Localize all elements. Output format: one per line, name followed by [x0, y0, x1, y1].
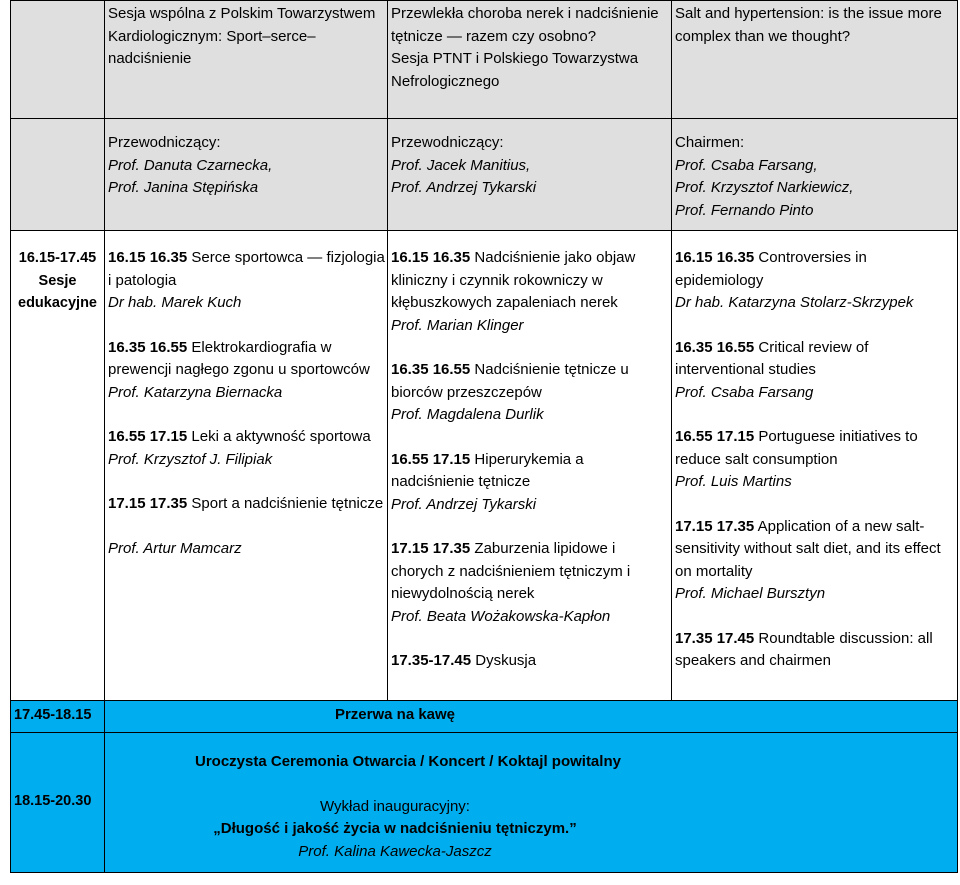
chairs-row — [11, 119, 958, 231]
chair-name: Prof. Fernando Pinto — [675, 201, 814, 219]
chairs-cardiology — [105, 119, 388, 231]
talk-speaker: Prof. Marian Klinger — [391, 316, 524, 334]
talk-item — [675, 337, 955, 405]
talks-salt — [672, 231, 958, 701]
chair-name: Prof. Csaba Farsang, — [675, 156, 818, 174]
session-title-text: Sesja wspólna z Polskim Towarzystwem Kardiologicznym: Sport–serce–nadciśnienie — [108, 5, 376, 67]
talk-time: 16.55 17.15 — [391, 450, 471, 468]
talk-title: Critical review of interventional studies — [675, 338, 869, 378]
chair-name: Prof. Danuta Czarnecka, — [108, 156, 273, 174]
talk-item — [108, 247, 385, 315]
break-row — [11, 701, 958, 733]
session-title-cardiology — [105, 1, 388, 119]
talk-speaker: Prof. Csaba Farsang — [675, 383, 814, 401]
chair-name: Prof. Andrzej Tykarski — [391, 179, 537, 196]
sessions-time-cell — [11, 231, 105, 701]
lecture-title: „Długość i jakość życia w nadciśnieniu tętniczym.” — [213, 820, 577, 837]
talk-item — [391, 449, 669, 517]
talk-time: 17.15 17.35 — [108, 495, 188, 512]
chairs-salt — [672, 119, 958, 231]
chair-name: Prof. Krzysztof Narkiewicz, — [675, 179, 854, 196]
talk-time: 17.15 17.35 — [675, 517, 755, 535]
talk-time: 16.15 16.35 — [108, 249, 188, 266]
break-label-cell — [105, 701, 958, 733]
talk-title: Application of a new salt-sensitivity without salt diet, and its effect on mortality — [675, 517, 941, 580]
chairs-label: Chairmen: — [675, 134, 745, 151]
talk-title: Elektrokardiografia w prewencji nagłego zgonu u sportowców — [108, 338, 370, 378]
session-title-nephrology — [388, 1, 672, 119]
talk-speaker: Prof. Luis Martins — [675, 473, 792, 490]
session-time: 16.15-17.45 — [18, 250, 97, 266]
talk-time: 16.55 17.15 — [108, 428, 188, 445]
talk-time: 17.15 17.35 — [391, 540, 471, 557]
talk-item — [675, 426, 955, 494]
empty-time-cell — [11, 1, 105, 119]
talk-item — [391, 247, 669, 337]
talk-time: 16.15 16.35 — [391, 249, 471, 266]
talk-item — [108, 426, 385, 471]
session-title-salt — [672, 1, 958, 119]
break-label: Przerwa na kawę — [334, 706, 456, 724]
talk-speaker: Dr hab. Marek Kuch — [108, 294, 242, 311]
chairs-label: Przewodniczący: — [108, 134, 221, 151]
talk-time: 16.35 16.55 — [675, 338, 755, 356]
talk-title: Nadciśnienie jako objaw kliniczny i czynnik rokowniczy w kłębuszkowych zapaleniach nerek — [391, 249, 636, 311]
talk-item — [391, 650, 669, 673]
talk-speaker: Prof. Magdalena Durlik — [391, 406, 544, 423]
talks-nephrology — [388, 231, 672, 701]
talks-cardiology — [105, 231, 388, 701]
talk-item — [391, 538, 669, 628]
talk-item — [675, 516, 955, 606]
lecture-label: Wykład inauguracyjny: — [320, 797, 470, 815]
opening-details-cell — [105, 733, 958, 873]
chairs-label: Przewodniczący: — [391, 134, 504, 151]
talk-time: 16.35 16.55 — [391, 361, 471, 378]
talk-title: Nadciśnienie tętnicze u biorców przeszczepów — [391, 361, 629, 401]
talk-time: 16.55 17.15 — [675, 428, 755, 445]
talk-title: Roundtable discussion: all speakers and chairmen — [675, 629, 933, 669]
talk-title: Hiperurykemia a nadciśnienie tętnicze — [391, 450, 584, 490]
talk-title: Portuguese initiatives to reduce salt consumption — [675, 428, 918, 468]
talk-title: Zaburzenia lipidowe i chorych z nadciśnieniem tętniczym i niewydolnością nerek — [391, 540, 631, 602]
sessions-row — [11, 231, 958, 701]
talk-speaker: Prof. Beata Wożakowska-Kapłon — [391, 607, 611, 625]
talk-title: Serce sportowca — fizjologia i patologia — [108, 249, 385, 289]
talk-time: 17.35-17.45 — [391, 652, 472, 669]
opening-time: 18.15-20.30 — [14, 793, 92, 810]
opening-time-cell — [11, 733, 105, 873]
talk-title: Dyskusja — [475, 652, 537, 669]
session-label: edukacyjne — [18, 295, 97, 311]
session-title-text: Salt and hypertension: is the issue more complex than we thought? — [675, 5, 942, 45]
break-time: 17.45-18.15 — [14, 707, 92, 724]
session-label: Sesje — [38, 272, 77, 289]
talk-item — [675, 247, 955, 315]
talk-item — [391, 359, 669, 427]
talk-time: 16.35 16.55 — [108, 338, 188, 356]
session-titles-row — [11, 1, 958, 119]
talk-time: 17.35 17.45 — [675, 629, 755, 647]
talk-speaker: Prof. Katarzyna Biernacka — [108, 383, 283, 401]
lecture-speaker: Prof. Kalina Kawecka-Jaszcz — [298, 842, 492, 860]
empty-time-cell — [11, 119, 105, 231]
opening-row — [11, 733, 958, 873]
talk-item — [108, 337, 385, 405]
conference-program-table — [10, 0, 958, 873]
talk-speaker: Prof. Andrzej Tykarski — [391, 495, 537, 513]
talk-speaker: Prof. Michael Bursztyn — [675, 585, 826, 602]
chair-name: Prof. Janina Stępińska — [108, 179, 259, 196]
break-time-cell — [11, 701, 105, 733]
talk-item — [675, 628, 955, 673]
chair-name: Prof. Jacek Manitius, — [391, 156, 531, 174]
talk-speaker: Prof. Artur Mamcarz — [108, 539, 242, 557]
talk-title: Sport a nadciśnienie tętnicze — [191, 495, 384, 512]
talk-title: Leki a aktywność sportowa — [191, 428, 371, 445]
session-subtitle-text: Sesja PTNT i Polskiego Towarzystwa Nefrologicznego — [391, 50, 639, 90]
talk-speaker: Dr hab. Katarzyna Stolarz-Skrzypek — [675, 294, 914, 311]
opening-title: Uroczysta Ceremonia Otwarcia / Koncert / Koktajl powitalny — [195, 753, 621, 770]
talk-title: Controversies in epidemiology — [675, 249, 867, 289]
talk-speaker: Prof. Krzysztof J. Filipiak — [108, 450, 273, 468]
talk-item — [108, 493, 385, 560]
talk-time: 16.15 16.35 — [675, 249, 755, 266]
chairs-nephrology — [388, 119, 672, 231]
session-title-text: Przewlekła choroba nerek i nadciśnienie tętnicze — razem czy osobno? — [391, 5, 659, 45]
